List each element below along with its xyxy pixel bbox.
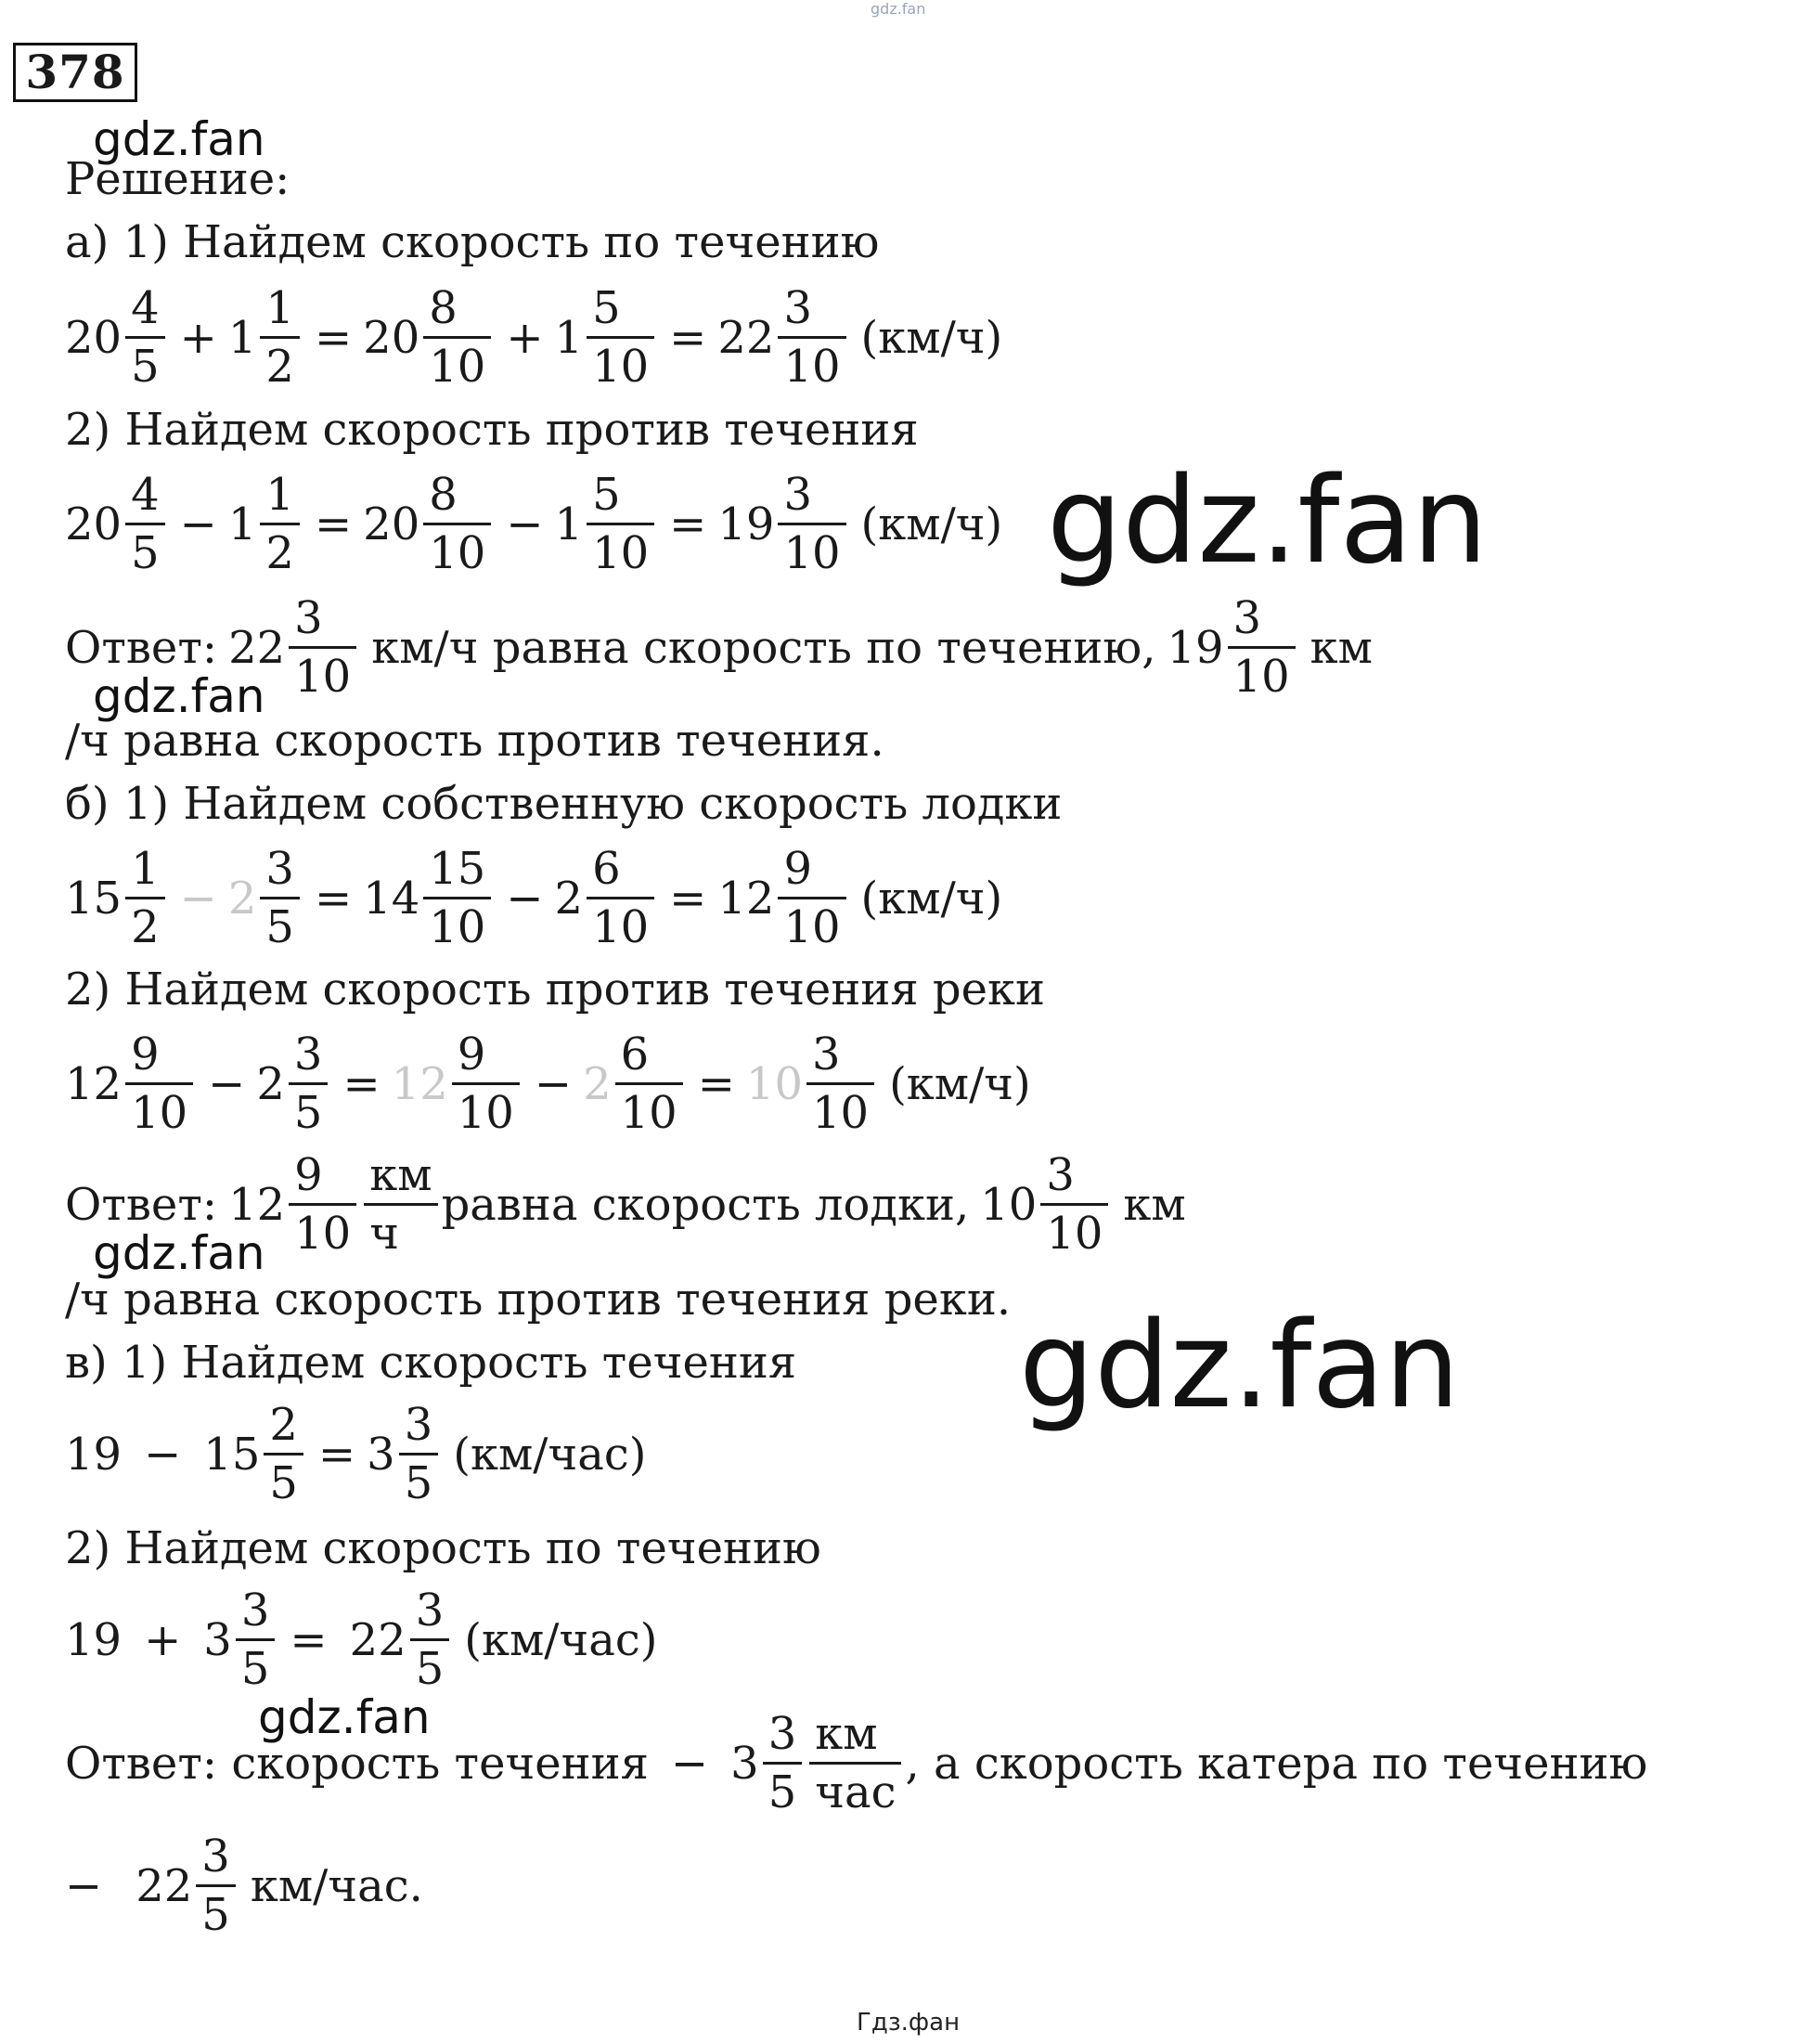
solution-heading: Решение: [65, 153, 290, 205]
part-c-equation1: 19 − 15 $\frac{2}{5}$ = 3 $\frac{3}{5}$ (км/час) [65, 1399, 647, 1509]
watermark-small-2: gdz.fan [93, 669, 265, 723]
part-b-step2: 2) Найдем скорость против течения реки [65, 964, 1045, 1016]
watermark-small-1: gdz.fan [93, 112, 265, 166]
part-a-answer-line2: /ч равна скорость против течения. [65, 715, 884, 767]
part-b-equation2: 12 $\frac{9}{10}$ − 2 $\frac{3}{5}$ = 12 $\frac{9}{10}$ − 2 $\frac{6}{10}$ = 10 $\frac{3}{10}$ (км/ч) [65, 1028, 1031, 1139]
part-b-answer: Ответ: 12 $\frac{9}{10}$ $\frac{км}{ч}$ равна скорость лодки, 10 $\frac{3}{10}$ км [65, 1149, 1186, 1260]
part-a-step1: а) 1) Найдем скорость по течению [65, 216, 880, 268]
watermark-big-1: gdz.fan [1047, 452, 1488, 590]
watermark-big-2: gdz.fan [1019, 1297, 1460, 1435]
part-a-step2: 2) Найдем скорость против течения [65, 404, 919, 456]
part-a-answer: Ответ: 22 $\frac{3}{10}$ км/ч равна скорость по течению, 19 $\frac{3}{10}$ км [65, 592, 1373, 703]
part-b-answer-line2: /ч равна скорость против течения реки. [65, 1274, 1012, 1326]
part-c-step2: 2) Найдем скорость по течению [65, 1522, 821, 1574]
top-watermark: gdz.fan [871, 0, 926, 18]
watermark-small-3: gdz.fan [93, 1226, 265, 1280]
part-c-answer: Ответ: скорость течения − 3 $\frac{3}{5}$ $\frac{км}{\text{час}}$ , а скорость катера по течению [65, 1708, 1648, 1818]
part-b-step1: б) 1) Найдем собственную скорость лодки [65, 778, 1063, 830]
problem-number: 378 [13, 43, 137, 102]
part-c-step1: в) 1) Найдем скорость течения [65, 1337, 797, 1389]
part-c-equation2: 19 + 3 $\frac{3}{5}$ = 22 $\frac{3}{5}$ (км/час) [65, 1585, 658, 1695]
bottom-watermark: Гдз.фан [857, 2009, 961, 2037]
part-c-answer-line2: − 22 $\frac{3}{5}$ км/час. [65, 1831, 423, 1941]
part-a-equation1: 20 $\frac{4}{5}$ + 1 $\frac{1}{2}$ = 20 $\frac{8}{10}$ + 1 $\frac{5}{10}$ = 22 $\frac{3}{10}$ (км/ч) [65, 282, 1003, 393]
watermark-small-4: gdz.fan [258, 1690, 431, 1744]
part-b-equation1: 15 $\frac{1}{2}$ − 2 $\frac{3}{5}$ = 14 $\frac{15}{10}$ − 2 $\frac{6}{10}$ = 12 $\frac{9}{10}$ (км/ч) [65, 843, 1003, 953]
part-a-equation2: 20 $\frac{4}{5}$ − 1 $\frac{1}{2}$ = 20 $\frac{8}{10}$ − 1 $\frac{5}{10}$ = 19 $\frac{3}{10}$ (км/ч) [65, 469, 1003, 579]
